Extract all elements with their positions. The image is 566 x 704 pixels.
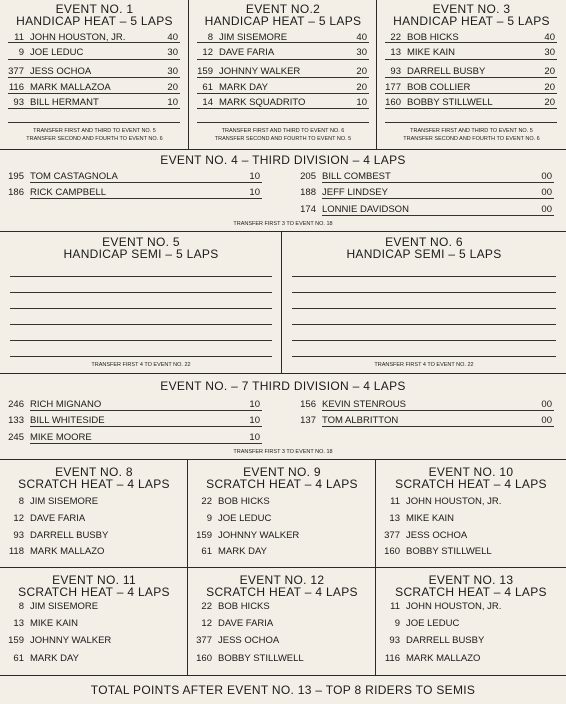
event-title: EVENT NO. 6 <box>385 235 463 249</box>
event-subtitle: SCRATCH HEAT – 4 LAPS <box>395 585 547 599</box>
event-5-box <box>0 232 282 374</box>
event-8-box: EVENT NO. 8 SCRATCH HEAT – 4 LAPS 8 JIM SISEMORE 12 DAVE FARIA 93 DARRELL BUSBY 118 MARK MALLAZO <box>0 460 188 568</box>
transfer-note: TRANSFER FIRST AND THIRD TO EVENT NO. 5 <box>33 128 156 134</box>
result-line <box>10 292 272 293</box>
result-line <box>10 340 272 341</box>
event-7-title: EVENT NO. – 7 THIRD DIVISION – 4 LAPS <box>160 379 406 393</box>
event-title: EVENT NO. 3 <box>432 2 511 16</box>
result-line <box>292 276 556 277</box>
event-1-header <box>0 3 189 27</box>
result-line <box>292 324 556 325</box>
result-line <box>8 59 180 60</box>
result-line <box>30 443 262 444</box>
event-6-box <box>282 232 566 374</box>
result-line <box>322 198 554 199</box>
result-line <box>385 93 557 94</box>
result-line <box>385 59 557 60</box>
result-line <box>197 42 369 43</box>
result-line <box>8 93 180 94</box>
event-4-box: EVENT NO. 4 – THIRD DIVISION – 4 LAPS 195 TOM CASTAGNOLA 10 186 RICK CAMPBELL 10 205 BILL COMBEST 00 188 JEFF LINDSEY 00 174 LONNIE DAVIDSON 00 TRANSFER FIRST 3 TO EVENT NO. 18 <box>0 150 566 232</box>
event-11-box: EVENT NO. 11 SCRATCH HEAT – 4 LAPS 8 JIM SISEMORE 13 MIKE KAIN 159 JOHNNY WALKER 61 MARK DAY <box>0 568 188 676</box>
event-subtitle: SCRATCH HEAT – 4 LAPS <box>395 477 547 491</box>
result-line <box>322 182 554 183</box>
event-title: EVENT NO. 10 <box>428 465 514 479</box>
event-6-header <box>282 236 566 260</box>
transfer-note: TRANSFER SECOND AND FOURTH TO EVENT NO. 6 <box>403 136 540 142</box>
event-9-box: EVENT NO. 9 SCRATCH HEAT – 4 LAPS 22 BOB HICKS 9 JOE LEDUC 159 JOHNNY WALKER 61 MARK DAY <box>188 460 376 568</box>
result-line <box>197 77 369 78</box>
event-12-box: EVENT NO. 12 SCRATCH HEAT – 4 LAPS 22 BOB HICKS 12 DAVE FARIA 377 JESS OCHOA 160 BOBBY STILLWELL <box>188 568 376 676</box>
result-line <box>292 340 556 341</box>
result-line <box>10 324 272 325</box>
result-line <box>8 122 180 123</box>
result-line <box>197 59 369 60</box>
event-title: EVENT NO. 11 <box>52 573 136 587</box>
event-10-header <box>376 466 566 490</box>
event-10-box: EVENT NO. 10 SCRATCH HEAT – 4 LAPS 11 JOHN HOUSTON, JR. 13 MIKE KAIN 377 JESS OCHOA 160 BOBBY STILLWELL <box>376 460 566 568</box>
event-5-header <box>0 236 282 260</box>
event-title: EVENT NO. 9 <box>243 465 321 479</box>
transfer-note: TRANSFER SECOND AND FOURTH TO EVENT NO. 5 <box>214 136 352 142</box>
result-line <box>8 42 180 43</box>
event-title: EVENT NO. 8 <box>55 465 133 479</box>
result-line <box>10 308 272 309</box>
event-13-box: EVENT NO. 13 SCRATCH HEAT – 4 LAPS 11 JOHN HOUSTON, JR. 9 JOE LEDUC 93 DARRELL BUSBY 116 MARK MALLAZO <box>376 568 566 676</box>
event-7-box: EVENT NO. – 7 THIRD DIVISION – 4 LAPS 246 RICH MIGNANO 10 133 BILL WHITESIDE 10 245 MIKE MOORE 10 156 KEVIN STENROUS 00 137 TOM ALBRITTON 00 TRANSFER FIRST 3 TO EVENT NO. 18 <box>0 374 566 460</box>
result-line <box>10 356 272 357</box>
event-title: EVENT NO. 5 <box>102 235 180 249</box>
result-line <box>8 108 180 109</box>
event-subtitle: HANDICAP SEMI – 5 LAPS <box>63 247 219 261</box>
result-line <box>197 122 369 123</box>
result-line <box>197 108 369 109</box>
transfer-note: TRANSFER FIRST AND THIRD TO EVENT NO. 6 <box>221 128 345 134</box>
event-11-header <box>0 574 188 598</box>
result-line <box>197 93 369 94</box>
event-title: EVENT NO. 1 <box>55 2 134 16</box>
result-line <box>292 356 556 357</box>
result-line <box>10 276 272 277</box>
transfer-note: TRANSFER FIRST 4 TO EVENT NO. 22 <box>374 362 474 368</box>
event-subtitle: SCRATCH HEAT – 4 LAPS <box>18 585 170 599</box>
result-line <box>385 77 557 78</box>
event-2-header <box>189 3 377 27</box>
result-line <box>385 122 557 123</box>
transfer-note: TRANSFER FIRST 4 TO EVENT NO. 22 <box>91 362 191 368</box>
transfer-note: TRANSFER FIRST AND THIRD TO EVENT NO. 5 <box>410 128 533 134</box>
result-line <box>30 198 262 199</box>
result-line <box>322 215 554 216</box>
event-title: EVENT NO.2 <box>245 2 321 16</box>
event-13-header <box>376 574 566 598</box>
result-line <box>30 426 262 427</box>
total-points-footer: TOTAL POINTS AFTER EVENT NO. 13 – TOP 8 RIDERS TO SEMIS <box>90 683 476 697</box>
event-12-header <box>188 574 376 598</box>
result-line <box>292 292 556 293</box>
event-subtitle: SCRATCH HEAT – 4 LAPS <box>18 477 170 491</box>
event-4-title: EVENT NO. 4 – THIRD DIVISION – 4 LAPS <box>160 153 406 167</box>
event-subtitle: HANDICAP HEAT – 5 LAPS <box>16 14 173 28</box>
event-subtitle: HANDICAP HEAT – 5 LAPS <box>204 14 362 28</box>
result-line <box>30 182 262 183</box>
event-1-box: EVENT NO. 1 HANDICAP HEAT – 5 LAPS 11 JOHN HOUSTON, JR. 40 9 JOE LEDUC 30 377 JESS OCHOA 30 116 MARK MALLAZOA 20 93 BILL HERMANT 10 TRANSFER FIRST AND THIRD TO EVENT NO. 5 TRANSFER SECOND AND FOURTH TO EVENT NO. 6 <box>0 0 189 150</box>
event-title: EVENT NO. 12 <box>239 573 325 587</box>
result-line <box>385 42 557 43</box>
event-3-box: EVENT NO. 3 HANDICAP HEAT – 5 LAPS 22 BOB HICKS 40 13 MIKE KAIN 30 93 DARRELL BUSBY 20 177 BOB COLLIER 20 160 BOBBY STILLWELL 20 TRANSFER FIRST AND THIRD TO EVENT NO. 5 TRANSFER SECOND AND FOURTH TO EVENT NO. 6 <box>377 0 566 150</box>
result-line <box>8 77 180 78</box>
event-subtitle: HANDICAP SEMI – 5 LAPS <box>346 247 502 261</box>
result-line <box>30 410 262 411</box>
event-9-header <box>188 466 376 490</box>
event-8-header <box>0 466 188 490</box>
result-line <box>322 426 554 427</box>
transfer-note: TRANSFER FIRST 3 TO EVENT NO. 18 <box>233 449 333 455</box>
event-subtitle: SCRATCH HEAT – 4 LAPS <box>206 585 358 599</box>
event-subtitle: SCRATCH HEAT – 4 LAPS <box>206 477 358 491</box>
event-3-header <box>377 3 566 27</box>
event-subtitle: HANDICAP HEAT – 5 LAPS <box>393 14 550 28</box>
event-2-box: EVENT NO.2 HANDICAP HEAT – 5 LAPS 8 JIM SISEMORE 40 12 DAVE FARIA 30 159 JOHNNY WALKER 20 61 MARK DAY 20 14 MARK SQUADRITO 10 TRANSFER FIRST AND THIRD TO EVENT NO. 6 TRANSFER SECOND AND FOURTH TO EVENT NO. 5 <box>189 0 377 150</box>
result-line <box>385 108 557 109</box>
result-line <box>322 410 554 411</box>
transfer-note: TRANSFER SECOND AND FOURTH TO EVENT NO. 6 <box>26 136 163 142</box>
transfer-note: TRANSFER FIRST 3 TO EVENT NO. 18 <box>233 221 333 227</box>
event-title: EVENT NO. 13 <box>428 573 514 587</box>
result-line <box>292 308 556 309</box>
